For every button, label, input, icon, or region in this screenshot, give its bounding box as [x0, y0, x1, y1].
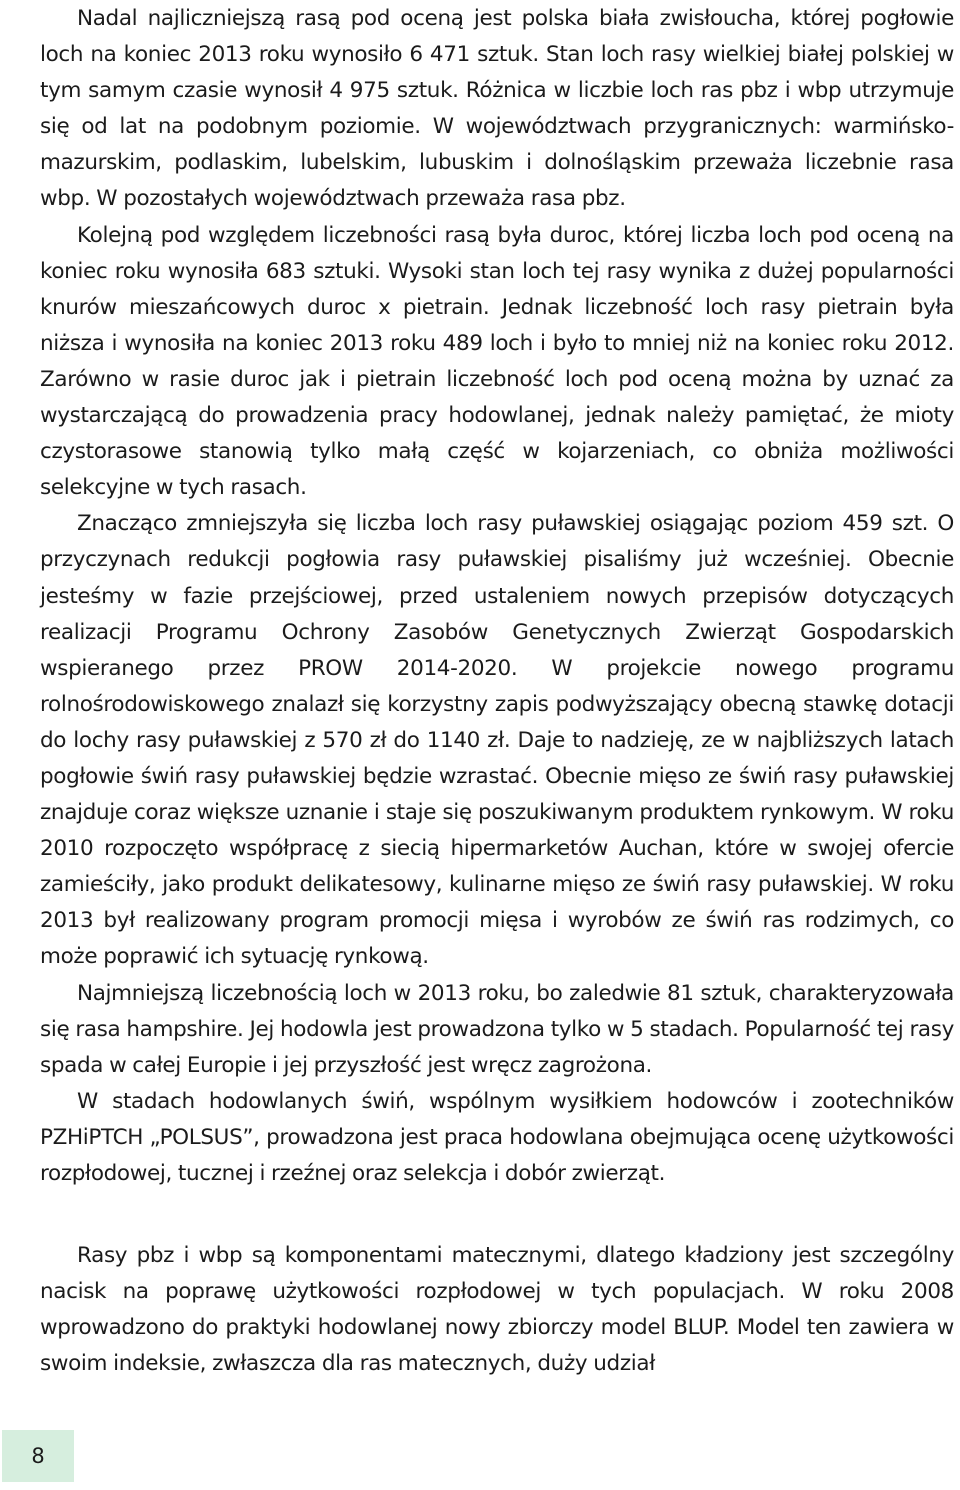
article-body: [40, 0, 954, 1382]
paragraph-polsus: W stadach hodowlanych świń, wspólnym wysiłkiem hodowców i zootechników PZHiPTCH „POLSUS”, prowadzona jest praca hodowlana obejmująca ocenę użytkowości rozpłodowej, tucznej i rzeźnej oraz selekcja i dobór zwierząt.: [40, 1088, 954, 1186]
paragraph-blup: Rasy pbz i wbp są komponentami matecznymi, dlatego kładziony jest szczególny nacisk na poprawę użytkowości rozpłodowej w tych populacjach. W roku 2008 wprowadzono do praktyki hodowlanej nowy zbiorczy model BLUP. Model ten zawiera w swoim indeksie, zwłaszcza dla ras matecznych, duży udział: [40, 1243, 954, 1377]
paragraph-hampshire: Najmniejszą liczebnością loch w 2013 roku, bo zaledwie 81 sztuk, charakteryzowała się rasa hampshire. Jej hodowla jest prowadzona tylko w 5 stadach. Popularność tej rasy spada w całej Europie i jej przyszłość jest wręcz zagrożona.: [40, 980, 954, 1078]
paragraph-pulawska: Znacząco zmniejszyła się liczba loch rasy puławskiej osiągając poziom 459 szt. O przyczynach redukcji pogłowia rasy puławskiej pisaliśmy już wcześniej. Obecnie jesteśmy w fazie przejściowej, przed ustaleniem nowych przepisów dotyczących realizacji Programu Ochrony Zasobów Genetycznych Zwierząt Gospodarskich wspieranego przez PROW 2014-2020. W projekcie nowego programu rolnośrodowiskowego znalazł się korzystny zapis podwyższający obecną stawkę dotacji do lochy rasy puławskiej z 570 zł do 1140 zł. Daje to nadzieję, ze w najbliższych latach pogłowie świń rasy puławskiej będzie wzrastać. Obecnie mięso ze świń rasy puławskiej znajduje coraz większe uznanie i staje się poszukiwanym produktem rynkowym. W roku 2010 rozpoczęto współpracę z siecią hipermarketów Auchan, które w swojej ofercie zamieściły, jako produkt delikatesowy, kulinarne mięso ze świń rasy puławskiej. W roku 2013 był realizowany program promocji mięsa i wyrobów ze świń ras rodzimych, co może poprawić ich sytuację rynkową.: [40, 511, 954, 970]
paragraph-duroc-pietrain: Kolejną pod względem liczebności rasą była duroc, której liczba loch pod oceną na koniec roku wynosiła 683 sztuki. Wysoki stan loch tej rasy wynika z dużej popularności knurów mieszańcowych duroc x pietrain. Jednak liczebność loch rasy pietrain była niższa i wynosiła na koniec 2013 roku 489 loch i było to mniej niż na koniec roku 2012. Zarówno w rasie duroc jak i pietrain liczebność loch pod oceną można by uznać za wystarczającą do prowadzenia pracy hodowlanej, jednak należy pamiętać, że mioty czystorasowe stanowią tylko małą część w kojarzeniach, co obniża możliwości selekcyjne w tych rasach.: [40, 222, 954, 501]
paragraph-pbz-wbp: Nadal najliczniejszą rasą pod oceną jest polska biała zwisłoucha, której pogłowie loch na koniec 2013 roku wynosiło 6 471 sztuk. Stan loch rasy wielkiej białej polskiej w tym samym czasie wynosił 4 975 sztuk. Różnica w liczbie loch ras pbz i wbp utrzymuje się od lat na podobnym poziomie. W województwach przygranicznych: warmińsko-mazurskim, podlaskim, lubelskim, lubuskim i dolnośląskim przeważa liczebnie rasa wbp. W pozostałych województwach przeważa rasa pbz.: [40, 6, 954, 212]
page-number: 8: [31, 1444, 45, 1468]
page-number-badge: [2, 1430, 74, 1482]
